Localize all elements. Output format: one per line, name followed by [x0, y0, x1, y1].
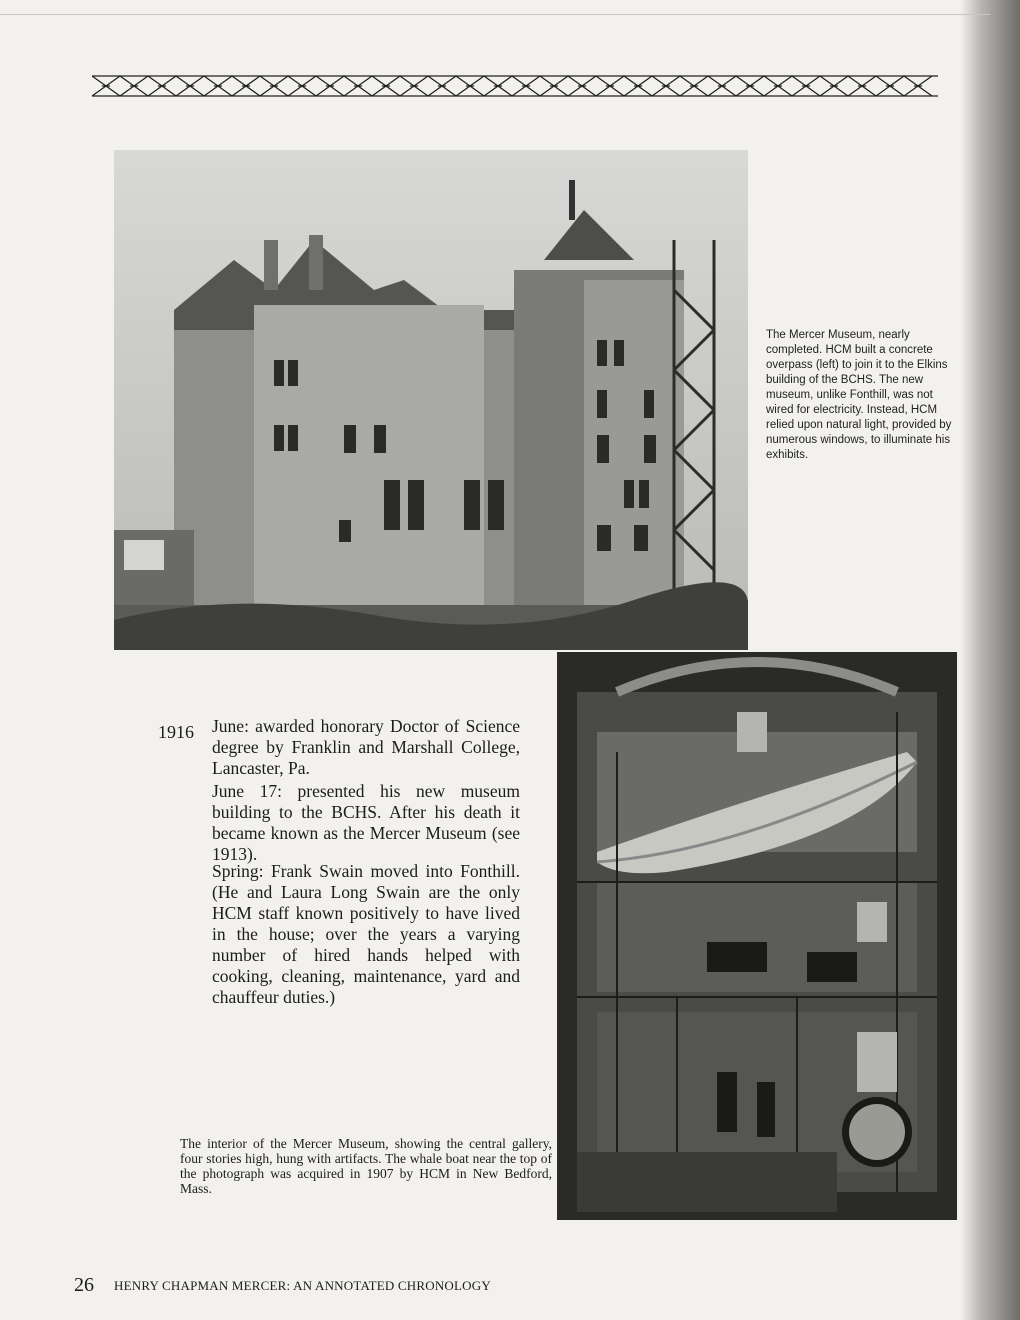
page-number: 26: [74, 1274, 94, 1296]
decorative-border: [92, 60, 938, 102]
chronology-entry: June 17: presented his new museum building to the BCHS. After his death it became known as the Mercer Museum (see 1913).: [212, 781, 520, 864]
museum-interior-photo: [557, 652, 957, 1220]
museum-photo-caption: The Mercer Museum, nearly completed. HCM built a concrete overpass (left) to join it to the Elkins building of the BCHS. The new museum, unlike Fonthill, was not wired for electricity. Instead, HCM relied upon natural light, provided by numerous windows, to illuminate his exhibits.: [766, 329, 952, 461]
page-gutter-shadow: [960, 0, 1020, 1320]
chronology-entry: Spring: Frank Swain moved into Fonthill. (He and Laura Long Swain are the only HCM staff known positively to have lived in the house; over the years a varying number of hired hands helped with cooking, cleaning, maintenance, yard and chauffeur duties.): [212, 861, 520, 1007]
chronology-year: 1916: [158, 722, 194, 742]
interior-photo-caption: The interior of the Mercer Museum, showing the central gallery, four stories high, hung with artifacts. The whale boat near the top of the photograph was acquired in 1907 by HCM in New Bedford, Mass.: [180, 1136, 552, 1196]
running-head: HENRY CHAPMAN MERCER: AN ANNOTATED CHRONOLOGY: [114, 1278, 491, 1293]
scan-edge-line: [0, 14, 990, 15]
chronology-entry: June: awarded honorary Doctor of Science degree by Franklin and Marshall College, Lancaster, Pa.: [212, 716, 520, 778]
museum-exterior-photo: [114, 150, 748, 650]
